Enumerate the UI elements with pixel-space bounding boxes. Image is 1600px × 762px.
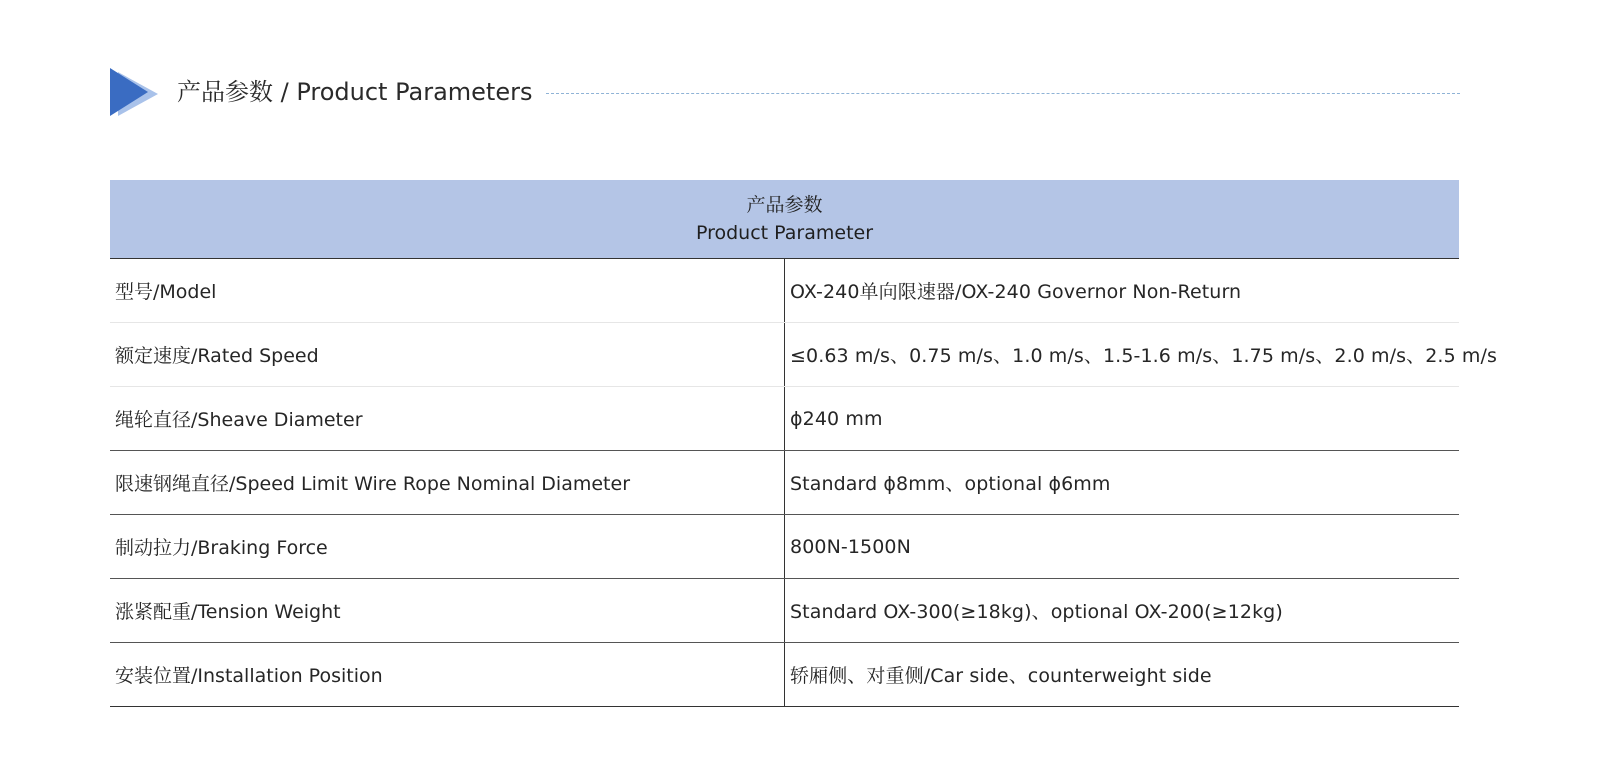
table-header-row: [110, 180, 1459, 259]
row-value-tension-weight: Standard OX-300(≥18kg)、optional OX-200(≥12kg): [785, 579, 1460, 643]
row-label-tension-weight: 涨紧配重/Tension Weight: [110, 579, 785, 643]
section-header: [110, 66, 1460, 118]
dashed-divider: [546, 93, 1460, 94]
row-label-braking-force: 制动拉力/Braking Force: [110, 515, 785, 579]
product-parameters-table: [110, 180, 1498, 707]
play-arrow-icon: [110, 66, 160, 118]
section-title: 产品参数 / Product Parameters: [177, 78, 533, 106]
table-row: [110, 387, 1459, 451]
row-value-braking-force: 800N-1500N: [785, 515, 1460, 579]
table-header: [110, 180, 1459, 259]
table-row: [110, 451, 1459, 515]
row-label-rated-speed: 额定速度/Rated Speed: [110, 323, 785, 387]
table-header-title-en: Product Parameter: [695, 222, 874, 244]
table-row: [110, 579, 1459, 643]
table-row: [110, 643, 1459, 707]
row-label-model: 型号/Model: [110, 259, 785, 323]
row-label-sheave-diameter: 绳轮直径/Sheave Diameter: [110, 387, 785, 451]
table-row: [110, 515, 1459, 579]
row-value-sheave-diameter: ϕ240 mm: [785, 387, 1460, 451]
row-value-model: OX-240单向限速器/OX-240 Governor Non-Return: [785, 259, 1460, 323]
table-header-title-cn: 产品参数: [746, 194, 823, 216]
row-label-wire-rope-diameter: 限速钢绳直径/Speed Limit Wire Rope Nominal Diameter: [110, 451, 785, 515]
row-value-wire-rope-diameter: Standard ϕ8mm、optional ϕ6mm: [785, 451, 1460, 515]
row-value-installation-position: 轿厢侧、对重侧/Car side、counterweight side: [785, 643, 1460, 707]
table-row: [110, 323, 1459, 387]
row-value-rated-speed: ≤0.63 m/s、0.75 m/s、1.0 m/s、1.5-1.6 m/s、1.75 m/s、2.0 m/s、2.5 m/s: [785, 323, 1460, 387]
row-label-installation-position: 安装位置/Installation Position: [110, 643, 785, 707]
table-row: [110, 259, 1459, 323]
